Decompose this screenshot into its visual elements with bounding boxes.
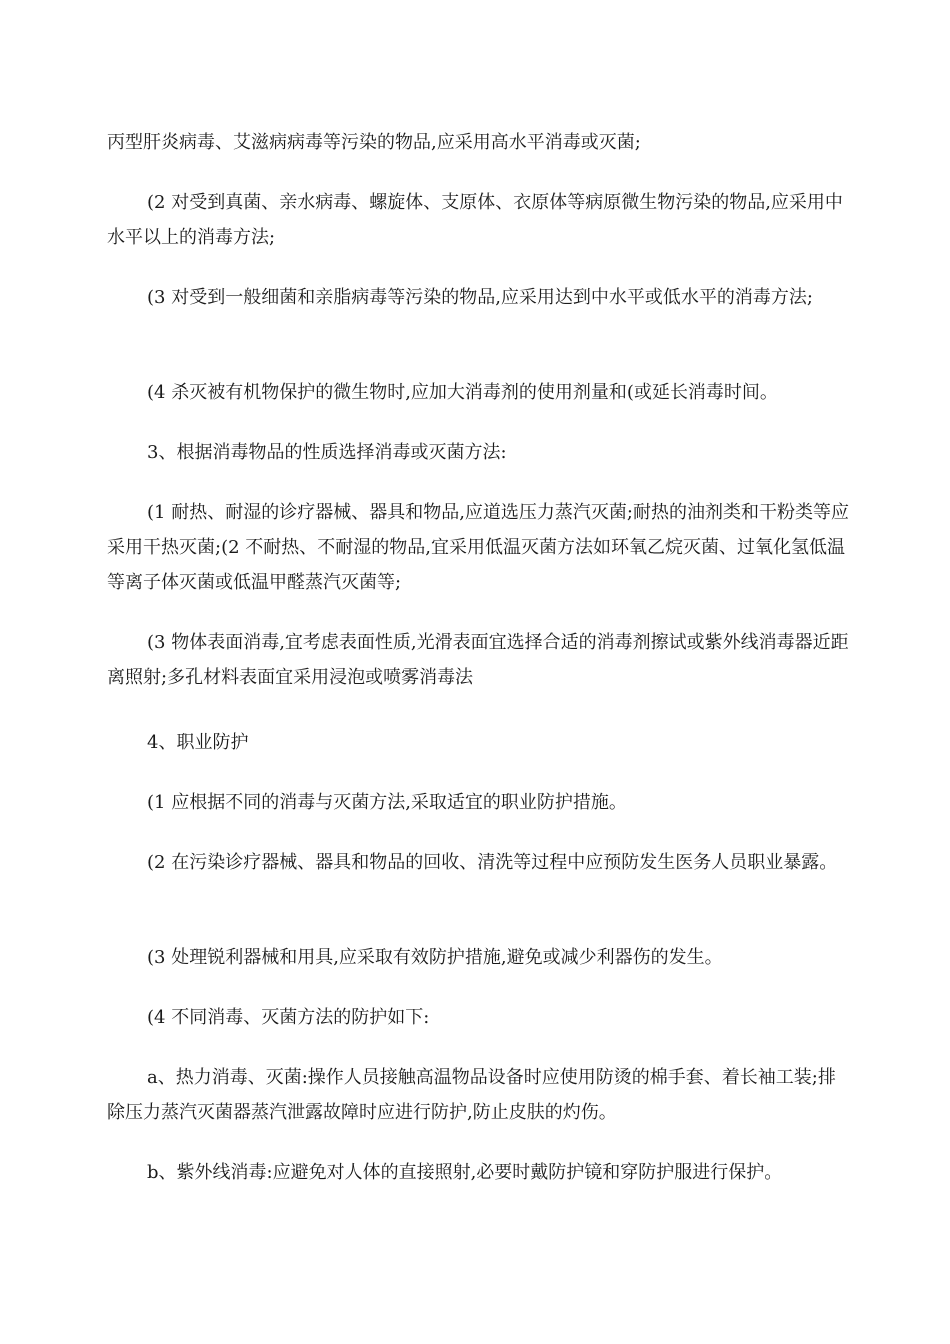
paragraph-protection-3: (3 处理锐利器械和用具,应采取有效防护措施,避免或减少利器伤的发生。	[147, 947, 723, 968]
paragraph-item-4: (4 杀灭被有机物保护的微生物时,应加大消毒剂的使用剂量和(或延长消毒时间。	[147, 382, 778, 403]
paragraph-item-1-sterilization: (1 耐热、耐湿的诊疗器械、器具和物品,应道选压力蒸汽灭菌;耐热的油剂类和干粉类等应采用干热灭菌;(2 不耐热、不耐湿的物品,宜采用低温灭菌方法如环氧乙烷灭菌、过氧化氢低温等离子体灭菌或低温甲醛蒸汽灭菌等;	[107, 502, 849, 593]
paragraph-protection-4: (4 不同消毒、灭菌方法的防护如下:	[147, 1007, 430, 1028]
section-heading-3: 3、根据消毒物品的性质选择消毒或灭菌方法:	[147, 442, 507, 463]
section-heading-4: 4、职业防护	[147, 732, 249, 753]
paragraph-item-3-surface: (3 物体表面消毒,宜考虑表面性质,光滑表面宜选择合适的消毒剂擦试或紫外线消毒器近距离照射;多孔材料表面宜采用浸泡或喷雾消毒法	[107, 632, 849, 688]
paragraph-continuation: 丙型肝炎病毒、艾滋病病毒等污染的物品,应采用高水平消毒或灭菌;	[107, 132, 641, 153]
paragraph-item-2: (2 对受到真菌、亲水病毒、螺旋体、支原体、衣原体等病原微生物污染的物品,应采用中水平以上的消毒方法;	[107, 192, 843, 248]
paragraph-item-3: (3 对受到一般细菌和亲脂病毒等污染的物品,应采用达到中水平或低水平的消毒方法;	[147, 287, 813, 308]
paragraph-protection-2: (2 在污染诊疗器械、器具和物品的回收、清洗等过程中应预防发生医务人员职业暴露。	[147, 852, 838, 873]
paragraph-protection-1: (1 应根据不同的消毒与灭菌方法,采取适宜的职业防护措施。	[147, 792, 627, 813]
paragraph-uv-disinfection: b、紫外线消毒:应避免对人体的直接照射,必要时戴防护镜和穿防护服进行保护。	[147, 1162, 783, 1183]
paragraph-heat-sterilization: a、热力消毒、灭菌:操作人员接触高温物品设备时应使用防烫的棉手套、着长袖工装;排除压力蒸汽灭菌器蒸汽泄露故障时应进行防护,防止皮肤的灼伤。	[107, 1067, 836, 1123]
